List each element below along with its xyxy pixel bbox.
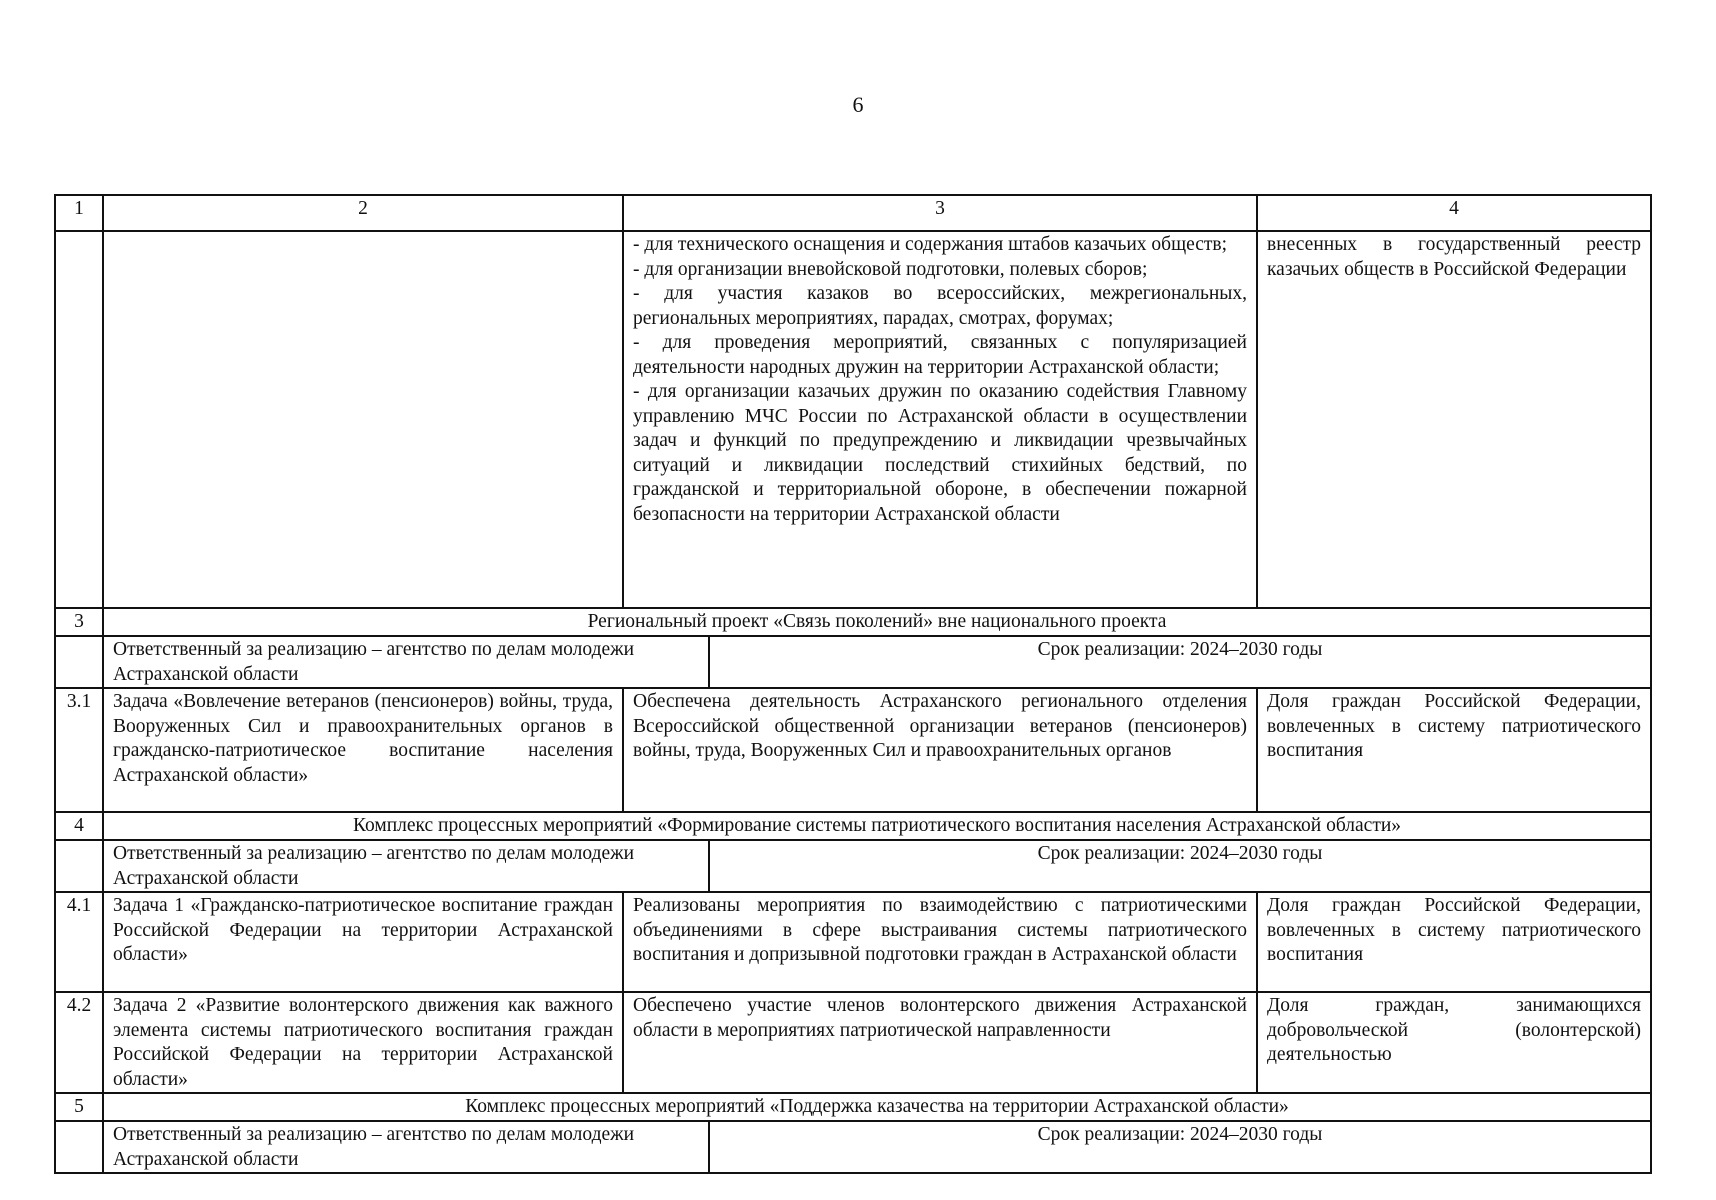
section-4-empty-cell xyxy=(55,840,103,892)
column-4-header: 4 xyxy=(1257,195,1651,231)
row-4-2-result: Обеспечено участие членов волонтерского движения Астраханской области в мероприятиях патриотической направленности xyxy=(623,992,1257,1093)
row-3-1 xyxy=(55,688,1651,812)
section-4-term: Срок реализации: 2024–2030 годы xyxy=(709,840,1651,892)
continuation-number-cell xyxy=(55,231,103,608)
continuation-results-cell: - для технического оснащения и содержания штабов казачьих обществ; - для организации вневойсковой подготовки, полевых сборов; - для участия казаков во всероссийских, межрегиональных, региональных мероприятиях, парадах, смотрах, форумах; - для проведения мероприятий, связанных с популяризацией деятельности народных дружин на территории Астраханской области; - для организации казачьих дружин по оказанию содействия Главному управлению МЧС России по Астраханской области в осуществлении задач и функций по предупреждению и ликвидации чрезвычайных ситуаций и ликвидации последствий стихийных бедствий, по гражданской и территориальной обороне, в обеспечении пожарной безопасности на территории Астраханской области xyxy=(623,231,1257,608)
program-structure-table xyxy=(54,194,1652,1174)
row-3-1-task: Задача «Вовлечение ветеранов (пенсионеров) войны, труда, Вооруженных Сил и правоохранительных органов в гражданско-патриотическое воспитание населения Астраханской области» xyxy=(103,688,623,812)
row-4-2 xyxy=(55,992,1651,1093)
section-5-responsible-row xyxy=(55,1121,1651,1173)
section-3-number: 3 xyxy=(55,608,103,636)
row-4-1-result: Реализованы мероприятия по взаимодействию с патриотическими объединениями в сфере выстраивания системы патриотического воспитания и допризывной подготовки граждан в Астраханской области xyxy=(623,892,1257,992)
column-number-row xyxy=(55,195,1651,231)
row-4-2-number: 4.2 xyxy=(55,992,103,1093)
column-3-header: 3 xyxy=(623,195,1257,231)
section-5-number: 5 xyxy=(55,1093,103,1121)
section-5-term: Срок реализации: 2024–2030 годы xyxy=(709,1121,1651,1173)
row-4-2-indicator: Доля граждан, занимающихся добровольческой (волонтерской) деятельностью xyxy=(1257,992,1651,1093)
column-1-header: 1 xyxy=(55,195,103,231)
row-3-1-number: 3.1 xyxy=(55,688,103,812)
continuation-indicator-cell: внесенных в государственный реестр казачьих обществ в Российской Федерации xyxy=(1257,231,1651,608)
page-number: 6 xyxy=(852,92,864,117)
section-5-empty-cell xyxy=(55,1121,103,1173)
section-3-responsible: Ответственный за реализацию – агентство по делам молодежи Астраханской области xyxy=(103,636,709,688)
section-4-title: Комплекс процессных мероприятий «Формирование системы патриотического воспитания населения Астраханской области» xyxy=(103,812,1651,840)
column-2-header: 2 xyxy=(103,195,623,231)
row-4-1 xyxy=(55,892,1651,992)
section-5-responsible: Ответственный за реализацию – агентство по делам молодежи Астраханской области xyxy=(103,1121,709,1173)
continuation-task-cell xyxy=(103,231,623,608)
row-4-2-task: Задача 2 «Развитие волонтерского движения как важного элемента системы патриотического воспитания граждан Российской Федерации на территории Астраханской области» xyxy=(103,992,623,1093)
row-3-1-result: Обеспечена деятельность Астраханского регионального отделения Всероссийской общественной организации ветеранов (пенсионеров) войны, труда, Вооруженных Сил и правоохранительных органов xyxy=(623,688,1257,812)
section-3-title: Региональный проект «Связь поколений» вне национального проекта xyxy=(103,608,1651,636)
row-3-1-indicator: Доля граждан Российской Федерации, вовлеченных в систему патриотического воспитания xyxy=(1257,688,1651,812)
section-4-responsible: Ответственный за реализацию – агентство по делам молодежи Астраханской области xyxy=(103,840,709,892)
row-4-1-number: 4.1 xyxy=(55,892,103,992)
section-4-title-row xyxy=(55,812,1651,840)
section-3-title-row xyxy=(55,608,1651,636)
section-3-responsible-row xyxy=(55,636,1651,688)
section-4-responsible-row xyxy=(55,840,1651,892)
row-4-1-task: Задача 1 «Гражданско-патриотическое воспитание граждан Российской Федерации на территории Астраханской области» xyxy=(103,892,623,992)
section-5-title-row xyxy=(55,1093,1651,1121)
row-4-1-indicator: Доля граждан Российской Федерации, вовлеченных в систему патриотического воспитания xyxy=(1257,892,1651,992)
section-3-term: Срок реализации: 2024–2030 годы xyxy=(709,636,1651,688)
section-4-number: 4 xyxy=(55,812,103,840)
section-5-title: Комплекс процессных мероприятий «Поддержка казачества на территории Астраханской области» xyxy=(103,1093,1651,1121)
section-3-empty-cell xyxy=(55,636,103,688)
continuation-row xyxy=(55,231,1651,608)
